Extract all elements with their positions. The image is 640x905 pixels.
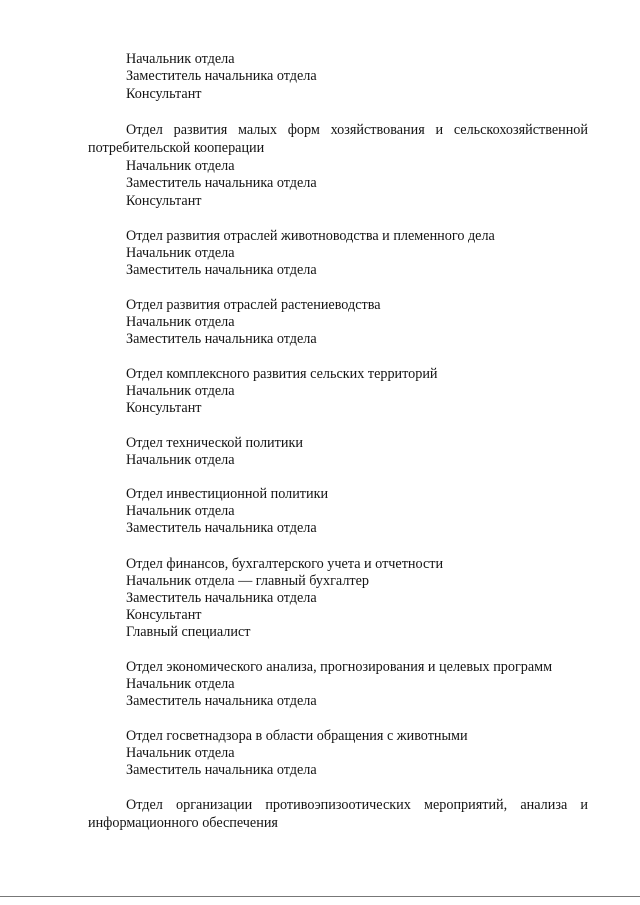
position-head: Начальник отдела xyxy=(126,676,235,692)
position-consultant: Консультант xyxy=(126,607,202,623)
position-deputy-head: Заместитель начальника отдела xyxy=(126,331,317,347)
position-head-chief-accountant: Начальник отдела — главный бухгалтер xyxy=(126,573,370,589)
position-consultant: Консультант xyxy=(126,400,202,416)
position-head: Начальник отдела xyxy=(126,314,235,330)
department-title: Отдел технической политики xyxy=(126,435,303,451)
position-head: Начальник отдела xyxy=(126,452,235,468)
department-title: Отдел развития отраслей животноводства и племенного дела xyxy=(126,228,495,244)
department-title: Отдел госветнадзора в области обращения с животными xyxy=(126,728,468,744)
department-title: Отдел комплексного развития сельских территорий xyxy=(126,366,438,382)
position-deputy-head: Заместитель начальника отдела xyxy=(126,590,317,606)
department-title: Отдел развития малых форм хозяйствования и сельскохозяйственной потребительской кооперации xyxy=(88,122,588,156)
position-deputy-head: Заместитель начальника отдела xyxy=(126,762,317,778)
position-deputy-head: Заместитель начальника отдела xyxy=(126,68,317,84)
position-head: Начальник отдела xyxy=(126,245,235,261)
position-head: Начальник отдела xyxy=(126,383,235,399)
position-chief-specialist: Главный специалист xyxy=(126,624,251,640)
position-head: Начальник отдела xyxy=(126,503,235,519)
position-deputy-head: Заместитель начальника отдела xyxy=(126,693,317,709)
position-consultant: Консультант xyxy=(126,86,202,102)
position-deputy-head: Заместитель начальника отдела xyxy=(126,520,317,536)
position-deputy-head: Заместитель начальника отдела xyxy=(126,262,317,278)
position-head: Начальник отдела xyxy=(126,745,235,761)
department-title: Отдел финансов, бухгалтерского учета и отчетности xyxy=(126,556,444,572)
department-title: Отдел экономического анализа, прогнозирования и целевых программ xyxy=(126,659,553,675)
position-deputy-head: Заместитель начальника отдела xyxy=(126,175,317,191)
position-head: Начальник отдела xyxy=(126,51,235,67)
position-consultant: Консультант xyxy=(126,193,202,209)
scan-bottom-edge xyxy=(0,896,640,897)
department-title: Отдел организации противоэпизоотических мероприятий, анализа и информационного обеспечения xyxy=(88,797,588,831)
department-title: Отдел развития отраслей растениеводства xyxy=(126,297,381,313)
position-head: Начальник отдела xyxy=(126,158,235,174)
department-title: Отдел инвестиционной политики xyxy=(126,486,329,502)
